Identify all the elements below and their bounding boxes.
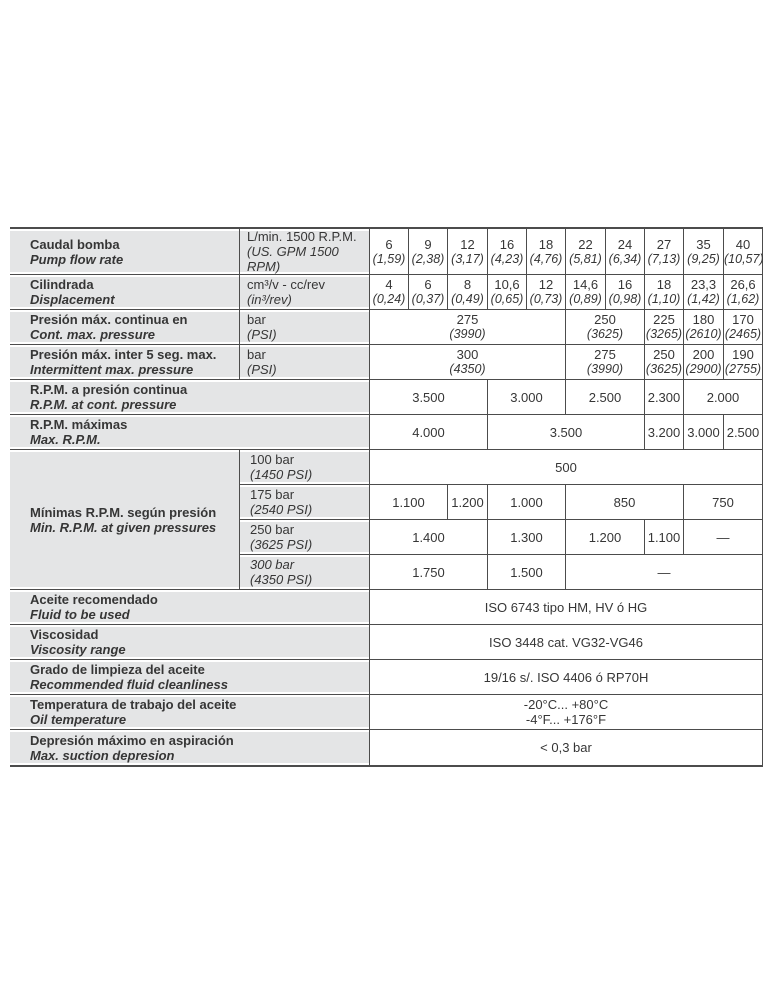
- cell-value: 1.200: [451, 494, 484, 510]
- cell-value: 12: [538, 277, 554, 292]
- spec-row-rpm-at-cont-pressure: [10, 380, 763, 415]
- spec-row-displacement: [10, 275, 763, 310]
- row-unit-displacement: [240, 275, 370, 310]
- data-cell: [370, 450, 763, 485]
- data-cell: [370, 415, 488, 450]
- row-label-es: Depresión máximo en aspiración: [30, 732, 234, 748]
- spec-row-pump-flow-rate: [10, 229, 763, 275]
- data-cell: [527, 275, 566, 310]
- data-cell: [370, 380, 488, 415]
- data-cell: [645, 275, 684, 310]
- info-value-line: ISO 3448 cat. VG32-VG46: [489, 634, 643, 650]
- row-label-en: Min. R.P.M. at given pressures: [30, 519, 217, 535]
- data-cell: [370, 229, 409, 275]
- cell-value: —: [716, 529, 730, 545]
- data-cell: [684, 485, 763, 520]
- info-value-line: 19/16 s/. ISO 4406 ó RP70H: [483, 669, 649, 685]
- cell-value: 3.500: [412, 389, 445, 405]
- spec-row-viscosity-range: [10, 625, 763, 660]
- data-cell: [488, 275, 527, 310]
- cell-value: 18: [538, 236, 554, 252]
- spec-row-fluid-cleanliness: [10, 660, 763, 695]
- data-cell: [684, 229, 724, 275]
- row-label-en: Fluid to be used: [30, 607, 130, 622]
- cell-sub-value: (2610): [685, 327, 722, 341]
- data-cell: [684, 520, 763, 555]
- cell-sub-value: (7,13): [647, 251, 681, 266]
- cell-value: 275: [594, 347, 616, 362]
- data-cell: [684, 310, 724, 345]
- cell-value: 1.100: [392, 494, 425, 510]
- cell-sub-value: (3625): [645, 362, 683, 376]
- cell-sub-value: (1,62): [726, 292, 760, 306]
- spec-row-intermittent-max-pressure: [10, 345, 763, 380]
- cell-value: 12: [460, 236, 475, 252]
- row-label-en: Max. suction depresion: [30, 747, 175, 763]
- cell-value: 9: [424, 236, 432, 252]
- pressure-main: 300 bar: [250, 557, 295, 572]
- row-label-oil-temperature: [10, 695, 370, 730]
- spec-row-cont-max-pressure: [10, 310, 763, 345]
- row-label-es: Presión máx. continua en: [30, 312, 188, 327]
- pressure-main: 100 bar: [250, 452, 295, 467]
- cell-sub-value: (0,37): [411, 292, 445, 306]
- unit-main: L/min. 1500 R.P.M.: [247, 229, 357, 244]
- unit-sub: (PSI): [247, 362, 277, 377]
- cell-value: 250: [594, 312, 616, 327]
- data-cell: [724, 345, 763, 380]
- row-unit-intermittent-max-pressure: [240, 345, 370, 380]
- data-cell: [645, 310, 684, 345]
- info-value-fluid-cleanliness: [370, 660, 763, 695]
- info-value-viscosity-range: [370, 625, 763, 660]
- data-cell: [488, 229, 527, 275]
- cell-value: 1.300: [510, 529, 543, 545]
- cell-value: 14,6: [572, 277, 599, 292]
- row-label-es: Temperatura de trabajo del aceite: [30, 697, 237, 712]
- cell-value: 180: [692, 312, 715, 327]
- row-label-es: Cilindrada: [30, 277, 94, 292]
- data-cell: [566, 380, 645, 415]
- data-cell: [409, 229, 448, 275]
- cell-sub-value: (0,24): [372, 292, 406, 306]
- data-cell: [645, 380, 684, 415]
- cell-value: —: [657, 564, 671, 580]
- row-label-es: Presión máx. inter 5 seg. max.: [30, 347, 217, 362]
- cell-value: 16: [499, 236, 515, 252]
- pump-spec-table-wrap: [10, 227, 763, 767]
- data-cell: [488, 380, 566, 415]
- cell-sub-value: (1,10): [647, 292, 681, 306]
- cell-sub-value: (0,98): [608, 292, 642, 306]
- unit-sub: (PSI): [247, 327, 277, 342]
- cell-value: 2.500: [726, 424, 760, 440]
- unit-main: bar: [247, 312, 266, 327]
- spec-row-fluid-to-be-used: [10, 590, 763, 625]
- row-label-es: Viscosidad: [30, 627, 99, 642]
- cell-value: 1.500: [510, 564, 543, 580]
- info-value-line: ISO 6743 tipo HM, HV ó HG: [484, 599, 648, 615]
- cell-sub-value: (9,25): [687, 251, 720, 266]
- info-value-line: -20°C... +80°C: [523, 697, 609, 712]
- data-cell: [566, 555, 763, 590]
- cell-value: 22: [578, 236, 593, 252]
- pressure-sub: (4350 PSI): [250, 572, 313, 587]
- cell-sub-value: (2755): [724, 362, 762, 376]
- row-label-fluid-to-be-used: [10, 590, 370, 625]
- data-cell: [370, 555, 488, 590]
- cell-value: 2.000: [706, 389, 740, 405]
- unit-sub: (in³/rev): [247, 292, 292, 307]
- cell-value: 10,6: [494, 277, 520, 292]
- cell-sub-value: (4,23): [490, 251, 524, 266]
- cell-sub-value: (10,57): [724, 251, 764, 266]
- data-cell: [488, 520, 566, 555]
- cell-sub-value: (1,42): [687, 292, 720, 306]
- unit-main: bar: [247, 347, 266, 362]
- cell-value: 16: [617, 277, 633, 292]
- cell-sub-value: (4,76): [529, 251, 563, 266]
- unit-main: cm³/v - cc/rev: [247, 277, 325, 292]
- data-cell: [370, 310, 566, 345]
- cell-value: 23,3: [690, 277, 717, 292]
- pressure-cell-min-rpm-250-bar: [240, 520, 370, 555]
- data-cell: [448, 485, 488, 520]
- row-label-min-rpm-group: [10, 450, 240, 590]
- data-cell: [566, 485, 684, 520]
- cell-value: 190: [732, 347, 754, 362]
- row-label-fluid-cleanliness: [10, 660, 370, 695]
- cell-value: 275: [456, 312, 479, 327]
- row-label-cont-max-pressure: [10, 310, 240, 345]
- data-cell: [645, 345, 684, 380]
- data-cell: [724, 415, 763, 450]
- cell-value: 1.200: [588, 529, 622, 545]
- row-label-en: R.P.M. at cont. pressure: [30, 397, 177, 412]
- spec-row-max-suction-depression: [10, 730, 763, 765]
- row-unit-pump-flow-rate: [240, 229, 370, 275]
- cell-sub-value: (3990): [586, 362, 624, 376]
- data-cell: [684, 275, 724, 310]
- cell-value: 2.300: [647, 389, 681, 405]
- row-label-en: Oil temperature: [30, 712, 127, 727]
- row-label-es: Mínimas R.P.M. según presión: [30, 504, 217, 520]
- cell-value: 26,6: [730, 277, 756, 292]
- data-cell: [409, 275, 448, 310]
- data-cell: [527, 229, 566, 275]
- cell-sub-value: (0,73): [529, 292, 563, 306]
- pressure-cell-min-rpm-300-bar: [240, 555, 370, 590]
- data-cell: [566, 310, 645, 345]
- data-cell: [488, 415, 645, 450]
- cell-sub-value: (4350): [449, 362, 486, 376]
- cell-value: 225: [653, 312, 675, 327]
- data-cell: [606, 275, 645, 310]
- pressure-main: 175 bar: [250, 487, 295, 502]
- info-value-max-suction-depression: [370, 730, 763, 765]
- data-cell: [448, 229, 488, 275]
- data-cell: [645, 520, 684, 555]
- cell-sub-value: (2465): [724, 327, 762, 341]
- cell-sub-value: (2,38): [411, 251, 445, 266]
- unit-sub: (US. GPM 1500 RPM): [247, 244, 339, 274]
- data-cell: [684, 380, 763, 415]
- data-cell: [488, 555, 566, 590]
- cell-value: 3.200: [647, 424, 681, 440]
- cell-value: 18: [656, 277, 672, 292]
- spec-row-oil-temperature: [10, 695, 763, 730]
- pressure-main: 250 bar: [250, 522, 295, 537]
- row-label-es: Caudal bomba: [30, 236, 120, 252]
- data-cell: [724, 275, 763, 310]
- pump-spec-table: [10, 227, 763, 767]
- data-cell: [606, 229, 645, 275]
- info-value-line: < 0,3 bar: [540, 740, 592, 755]
- info-value-oil-temperature: [370, 695, 763, 730]
- data-cell: [370, 485, 448, 520]
- cell-value: 850: [613, 494, 636, 510]
- cell-sub-value: (0,89): [569, 292, 602, 306]
- row-label-en: Recommended fluid cleanliness: [30, 677, 228, 692]
- spec-row-max-rpm: [10, 415, 763, 450]
- cell-value: 1.000: [510, 494, 543, 510]
- data-cell: [370, 275, 409, 310]
- row-label-es: Grado de limpieza del aceite: [30, 662, 205, 677]
- cell-sub-value: (3625): [586, 327, 624, 341]
- cell-sub-value: (3,17): [451, 251, 484, 266]
- cell-value: 3.500: [549, 424, 583, 440]
- data-cell: [448, 275, 488, 310]
- cell-value: 500: [555, 459, 577, 475]
- data-cell: [724, 229, 763, 275]
- cell-value: 8: [463, 277, 472, 292]
- info-value-line: -4°F... +176°F: [525, 712, 607, 727]
- cell-value: 170: [732, 312, 754, 327]
- cell-value: 35: [696, 236, 711, 252]
- cell-value: 3.000: [687, 424, 720, 440]
- cell-value: 2.500: [588, 389, 622, 405]
- row-label-en: Viscosity range: [30, 642, 126, 657]
- cell-value: 6: [385, 236, 393, 252]
- cell-value: 40: [735, 236, 751, 252]
- row-label-rpm-at-cont-pressure: [10, 380, 370, 415]
- data-cell: [566, 229, 606, 275]
- spec-table-body: [10, 229, 763, 765]
- cell-sub-value: (2900): [685, 362, 722, 376]
- cell-sub-value: (6,34): [608, 251, 642, 266]
- cell-value: 750: [712, 494, 734, 510]
- cell-sub-value: (3990): [449, 327, 486, 341]
- cell-value: 3.000: [510, 389, 543, 405]
- row-unit-cont-max-pressure: [240, 310, 370, 345]
- row-label-max-rpm: [10, 415, 370, 450]
- pressure-sub: (1450 PSI): [250, 467, 313, 482]
- row-label-es: Aceite recomendado: [30, 592, 158, 607]
- cell-sub-value: (5,81): [569, 251, 602, 266]
- data-cell: [566, 345, 645, 380]
- cell-value: 1.400: [412, 529, 445, 545]
- spec-row-min-rpm-100-bar: [10, 450, 763, 485]
- data-cell: [566, 275, 606, 310]
- row-label-en: Pump flow rate: [30, 251, 124, 267]
- cell-sub-value: (3265): [645, 327, 683, 341]
- row-label-pump-flow-rate: [10, 229, 240, 275]
- data-cell: [684, 345, 724, 380]
- cell-value: 200: [692, 347, 715, 362]
- cell-sub-value: (0,49): [451, 292, 484, 306]
- pressure-sub: (3625 PSI): [250, 537, 313, 552]
- cell-value: 6: [424, 277, 432, 292]
- data-cell: [684, 415, 724, 450]
- cell-sub-value: (1,59): [372, 251, 406, 266]
- cell-value: 300: [456, 347, 479, 362]
- pressure-cell-min-rpm-175-bar: [240, 485, 370, 520]
- row-label-en: Displacement: [30, 292, 115, 307]
- info-value-fluid-to-be-used: [370, 590, 763, 625]
- row-label-en: Max. R.P.M.: [30, 432, 101, 447]
- row-label-displacement: [10, 275, 240, 310]
- cell-value: 24: [617, 236, 633, 252]
- data-cell: [488, 485, 566, 520]
- cell-value: 1.750: [412, 564, 445, 580]
- data-cell: [645, 229, 684, 275]
- row-label-es: R.P.M. máximas: [30, 417, 128, 432]
- cell-sub-value: (0,65): [490, 292, 524, 306]
- row-label-en: Intermittent max. pressure: [30, 362, 194, 377]
- cell-value: 4: [385, 277, 393, 292]
- data-cell: [645, 415, 684, 450]
- data-cell: [370, 520, 488, 555]
- data-cell: [370, 345, 566, 380]
- row-label-max-suction-depression: [10, 730, 370, 765]
- pressure-cell-min-rpm-100-bar: [240, 450, 370, 485]
- row-label-es: R.P.M. a presión continua: [30, 382, 188, 397]
- data-cell: [566, 520, 645, 555]
- cell-value: 1.100: [647, 529, 681, 545]
- row-label-viscosity-range: [10, 625, 370, 660]
- pressure-sub: (2540 PSI): [250, 502, 313, 517]
- data-cell: [724, 310, 763, 345]
- row-label-intermittent-max-pressure: [10, 345, 240, 380]
- row-label-en: Cont. max. pressure: [30, 327, 155, 342]
- cell-value: 27: [656, 236, 672, 252]
- cell-value: 250: [653, 347, 675, 362]
- cell-value: 4.000: [412, 424, 445, 440]
